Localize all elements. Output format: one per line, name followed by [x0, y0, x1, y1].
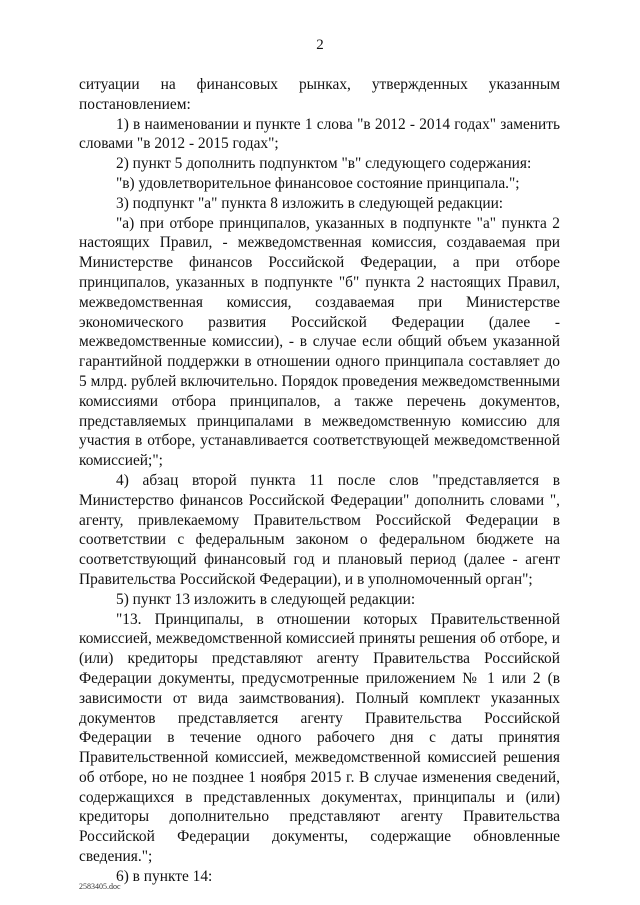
document-file-code: 2583405.doc — [79, 882, 121, 891]
paragraph: "13. Принципалы, в отношении которых Правительственной комиссией, межведомственной комиссией приняты решения об отборе, и (или) кредиторы представляют агенту Правительства Российской Федерации документы, предусмотренные приложением № 1 или 2 (в зависимости от вида заимствования). Полный комплект указанных документов представляется агенту Правительства Российской Федерации в течение одного рабочего дня с даты принятия Правительственной комиссией, межведомственной комиссией решения об отборе, но не позднее 1 ноября 2015 г. В случае изменения сведений, содержащихся в представленных документах, принципалы и (или) кредиторы дополнительно представляют агенту Правительства Российской Федерации документы, содержащие обновленные сведения."; — [79, 610, 560, 866]
paragraph: 6) в пункте 14: — [116, 867, 213, 885]
paragraph: ситуации на финансовых рынках, утвержденных указанным постановлением: — [79, 76, 560, 113]
paragraph: 3) подпункт "а" пункта 8 изложить в следующей редакции: — [116, 194, 504, 212]
paragraph: "а) при отборе принципалов, указанных в подпункте "а" пункта 2 настоящих Правил, - межведомственная комиссия, создаваемая при Министерстве финансов Российской Федерации, а при отборе принципалов, указанных в подпункте "б" пункта 2 настоящих Правил, межведомственная комиссия, создаваемая при Министерстве экономического развития Российской Федерации (далее - межведомственные комиссии), - в случае если общий объем указанной гарантийной поддержки в отношении одного принципала составляет до 5 млрд. рублей включительно. Порядок проведения межведомственными комиссиями отбора принципалов, а также перечень документов, представляемых принципалами в межведомственную комиссию для участия в отборе, устанавливается соответствующей межведомственной комиссией;"; — [79, 214, 560, 470]
paragraph: 1) в наименовании и пункте 1 слова "в 2012 - 2014 годах" заменить словами "в 2012 - 2015 годах"; — [79, 115, 560, 153]
paragraph: 5) пункт 13 изложить в следующей редакции: — [116, 590, 416, 608]
paragraph: "в) удовлетворительное финансовое состояние принципала."; — [116, 174, 520, 192]
document-body — [79, 75, 560, 887]
paragraph: 2) пункт 5 дополнить подпунктом "в" следующего содержания: — [116, 155, 532, 173]
page-number: 2 — [316, 37, 324, 53]
paragraph: 4) абзац второй пункта 11 после слов "представляется в Министерство финансов Российской Федерации" дополнить словами ", агенту, привлекаемому Правительством Российской Федерации в соответствии с федеральным законом о федеральном бюджете на соответствующий финансовый год и плановый период (далее - агент Правительства Российской Федерации), и в уполномоченный орган"; — [79, 471, 560, 588]
